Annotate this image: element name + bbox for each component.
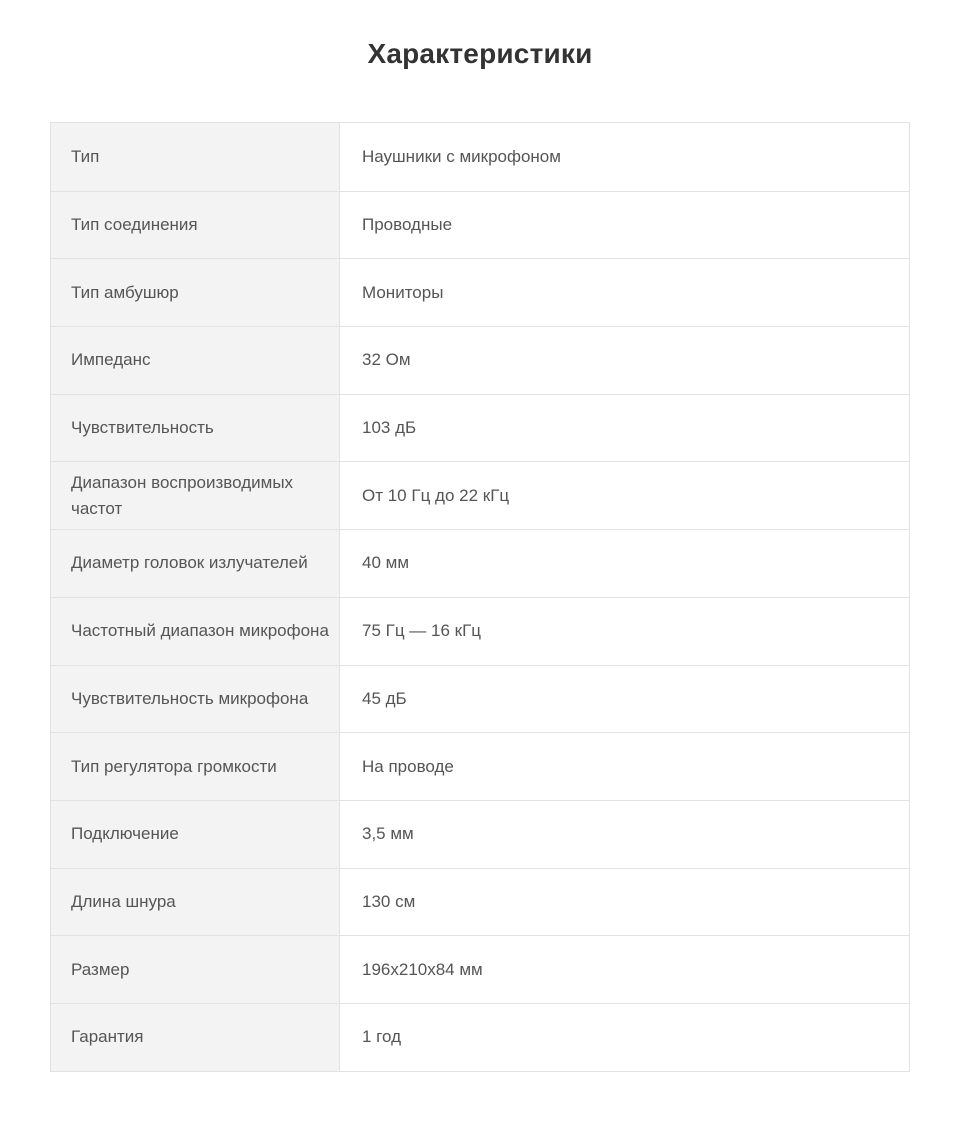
spec-value: На проводе	[340, 733, 909, 800]
spec-label: Чувствительность	[51, 395, 340, 462]
spec-value: 45 дБ	[340, 666, 909, 733]
spec-row	[51, 461, 909, 529]
spec-value: Проводные	[340, 192, 909, 259]
spec-value: 130 см	[340, 869, 909, 936]
spec-value: 103 дБ	[340, 395, 909, 462]
specs-table	[50, 122, 910, 1072]
page-title: Характеристики	[367, 38, 593, 69]
spec-label: Диаметр головок излучателей	[51, 530, 340, 597]
spec-value: 75 Гц — 16 кГц	[340, 598, 909, 665]
spec-row	[51, 935, 909, 1003]
spec-label: Частотный диапазон микрофона	[51, 598, 340, 665]
spec-label: Тип соединения	[51, 192, 340, 259]
spec-label: Размер	[51, 936, 340, 1003]
spec-value: Наушники с микрофоном	[340, 123, 909, 191]
spec-row	[51, 394, 909, 462]
spec-row	[51, 732, 909, 800]
spec-row	[51, 800, 909, 868]
spec-value: Мониторы	[340, 259, 909, 326]
spec-label: Диапазон воспроизводимых частот	[51, 462, 340, 529]
spec-row	[51, 597, 909, 665]
spec-label: Тип	[51, 123, 340, 191]
spec-value: От 10 Гц до 22 кГц	[340, 462, 909, 529]
spec-label: Тип регулятора громкости	[51, 733, 340, 800]
spec-row	[51, 258, 909, 326]
spec-label: Гарантия	[51, 1004, 340, 1071]
spec-value: 196x210x84 мм	[340, 936, 909, 1003]
spec-label: Импеданс	[51, 327, 340, 394]
spec-label: Длина шнура	[51, 869, 340, 936]
spec-label: Подключение	[51, 801, 340, 868]
spec-row	[51, 123, 909, 191]
spec-row	[51, 529, 909, 597]
spec-value: 40 мм	[340, 530, 909, 597]
spec-row	[51, 1003, 909, 1071]
spec-row	[51, 326, 909, 394]
spec-row	[51, 868, 909, 936]
spec-value: 32 Ом	[340, 327, 909, 394]
spec-row	[51, 665, 909, 733]
spec-value: 1 год	[340, 1004, 909, 1071]
spec-value: 3,5 мм	[340, 801, 909, 868]
spec-label: Чувствительность микрофона	[51, 666, 340, 733]
spec-row	[51, 191, 909, 259]
spec-label: Тип амбушюр	[51, 259, 340, 326]
